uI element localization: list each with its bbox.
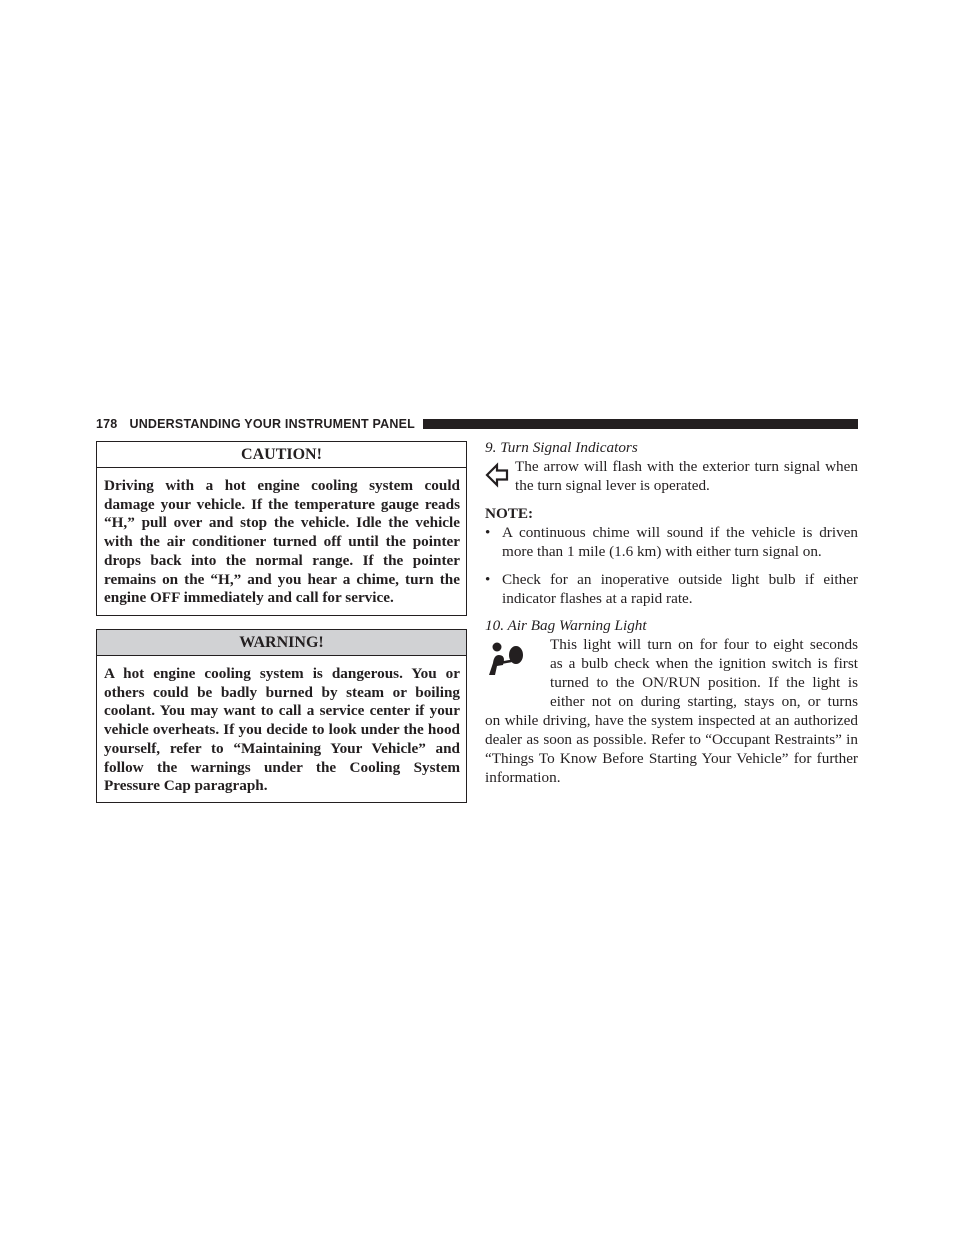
air-bag-heading: 10. Air Bag Warning Light <box>485 617 647 634</box>
air-bag-line-4: either not on during starting, stays on, or turns <box>550 693 858 710</box>
warning-box <box>96 629 467 803</box>
page-number: 178 <box>96 417 118 431</box>
list-item: • Check for an inoperative outside light bulb if either indicator flashes at a rapid rate. <box>485 571 858 607</box>
note-bullet-1: A continuous chime will sound if the vehicle is driven more than 1 mile (1.6 km) with either turn signal on. <box>502 524 858 560</box>
air-bag-section <box>485 616 858 787</box>
caution-body: Driving with a hot engine cooling system could damage your vehicle. If the temperature gauge reads “H,” pull over and stop the vehicle. Idle the vehicle with the air conditioner turned off until the pointer drops back into the normal range. If the pointer remains on the “H,” and you hear a chime, turn the engine OFF immediately and call for service. <box>104 477 460 607</box>
air-bag-line-1: This light will turn on for four to eight seconds <box>550 636 858 653</box>
turn-signal-body: The arrow will flash with the exterior turn signal when the turn signal lever is operated. <box>515 458 858 494</box>
turn-signal-heading: 9. Turn Signal Indicators <box>485 439 638 456</box>
section-title: UNDERSTANDING YOUR INSTRUMENT PANEL <box>129 417 415 431</box>
air-bag-line-3: turned to the ON/RUN position. If the light is <box>550 674 858 691</box>
warning-title: WARNING! <box>97 630 466 656</box>
warning-body: A hot engine cooling system is dangerous. You or others could be badly burned by steam or boiling coolant. You may want to call a service center if your vehicle overheats. If you decide to look under the hood yourself, refer to “Maintaining Your Vehicle” and follow the warnings under the Cooling System Pressure Cap paragraph. <box>104 665 460 795</box>
turn-signal-arrow-icon <box>485 457 515 495</box>
list-item: • A continuous chime will sound if the vehicle is driven more than 1 mile (1.6 km) with either turn signal on. <box>485 524 858 560</box>
caution-title: CAUTION! <box>97 442 466 468</box>
air-bag-line-2: as a bulb check when the ignition switch is first <box>550 655 858 672</box>
page-header <box>96 417 858 431</box>
note-bullet-2: Check for an inoperative outside light bulb if either indicator flashes at a rapid rate. <box>502 571 858 607</box>
note-label: NOTE: <box>485 505 534 522</box>
air-bag-icon <box>485 635 550 711</box>
caution-box <box>96 441 467 616</box>
turn-signal-section <box>485 438 858 495</box>
air-bag-continuation: on while driving, have the system inspected at an authorized dealer as soon as possible. Refer to “Occupant Restraints” in “Things To Know Before Starting Your Vehicle” for further information. <box>485 712 858 786</box>
air-bag-wrapped-text <box>550 635 858 711</box>
header-rule <box>423 419 858 429</box>
note-section <box>485 504 858 608</box>
